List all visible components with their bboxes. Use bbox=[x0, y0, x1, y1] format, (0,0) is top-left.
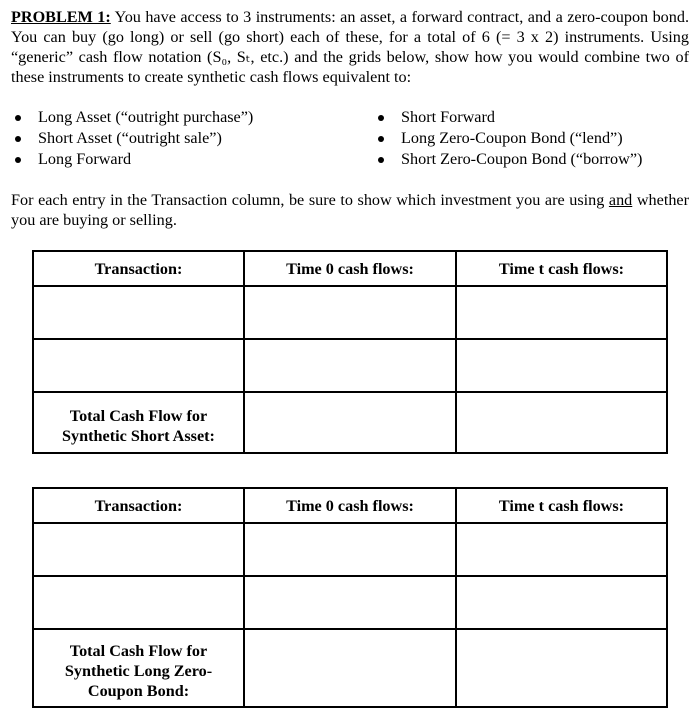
total-time0-cell[interactable] bbox=[244, 629, 456, 707]
transaction-cell[interactable] bbox=[33, 286, 244, 339]
problem-title: PROBLEM 1: bbox=[11, 8, 111, 26]
transaction-cell[interactable] bbox=[33, 576, 244, 629]
total-timet-cell[interactable] bbox=[456, 392, 667, 453]
timet-cell[interactable] bbox=[456, 523, 667, 576]
table-row bbox=[33, 523, 667, 576]
table-row bbox=[33, 286, 667, 339]
instruction-and: and bbox=[608, 191, 633, 209]
transaction-cell[interactable] bbox=[33, 523, 244, 576]
table-header-row bbox=[33, 251, 667, 286]
header-timet: Time t cash flows: bbox=[456, 488, 667, 523]
table-row bbox=[33, 576, 667, 629]
total-label bbox=[33, 629, 244, 707]
list-item: Short Zero-Coupon Bond (“borrow”) bbox=[375, 149, 642, 170]
total-label bbox=[33, 392, 244, 453]
header-transaction: Transaction: bbox=[33, 488, 244, 523]
total-timet-cell[interactable] bbox=[456, 629, 667, 707]
time0-cell[interactable] bbox=[244, 523, 456, 576]
instruction-text bbox=[11, 190, 689, 230]
instruction-part2: whether you are buying or selling. bbox=[11, 191, 689, 229]
table-header-row bbox=[33, 488, 667, 523]
list-item: Long Asset (“outright purchase”) bbox=[12, 107, 253, 128]
synthetic-long-zero-coupon-grid bbox=[32, 487, 668, 708]
instruction-part1: For each entry in the Transaction column, be sure to show which investment you are using bbox=[11, 191, 609, 209]
list-item: Short Asset (“outright sale”) bbox=[12, 128, 253, 149]
total-label-line: Synthetic Short Asset: bbox=[62, 426, 215, 445]
header-time0: Time 0 cash flows: bbox=[244, 251, 456, 286]
total-time0-cell[interactable] bbox=[244, 392, 456, 453]
synthetic-short-asset-grid bbox=[32, 250, 668, 454]
header-time0: Time 0 cash flows: bbox=[244, 488, 456, 523]
timet-cell[interactable] bbox=[456, 576, 667, 629]
total-row bbox=[33, 392, 667, 453]
total-row bbox=[33, 629, 667, 707]
list-item: Short Forward bbox=[375, 107, 642, 128]
total-label-line: Total Cash Flow for bbox=[69, 642, 208, 660]
time0-cell[interactable] bbox=[244, 286, 456, 339]
timet-cell[interactable] bbox=[456, 286, 667, 339]
problem-intro bbox=[11, 7, 689, 87]
transaction-cell[interactable] bbox=[33, 339, 244, 392]
timet-cell[interactable] bbox=[456, 339, 667, 392]
instrument-list-right bbox=[375, 107, 642, 170]
total-label-line: Total Cash Flow for bbox=[69, 406, 208, 425]
list-item: Long Forward bbox=[12, 149, 253, 170]
list-item: Long Zero-Coupon Bond (“lend”) bbox=[375, 128, 642, 149]
instrument-list-left bbox=[12, 107, 253, 170]
total-label-line: Synthetic Long Zero- bbox=[64, 662, 213, 680]
table-row bbox=[33, 339, 667, 392]
header-timet: Time t cash flows: bbox=[456, 251, 667, 286]
problem-intro-text: You have access to 3 instruments: an asset, a forward contract, and a zero-coupon bond. You can buy (go long) or sell (go short) each of these, for a total of 6 (= 3 x 2) instruments. Using “generic” cash flow notation (S₀, Sₜ, etc.) and the grids below, show how you would combine two of these instruments to create synthetic cash flows equivalent to: bbox=[11, 8, 689, 86]
time0-cell[interactable] bbox=[244, 339, 456, 392]
time0-cell[interactable] bbox=[244, 576, 456, 629]
total-label-line: Coupon Bond: bbox=[87, 682, 190, 700]
header-transaction: Transaction: bbox=[33, 251, 244, 286]
